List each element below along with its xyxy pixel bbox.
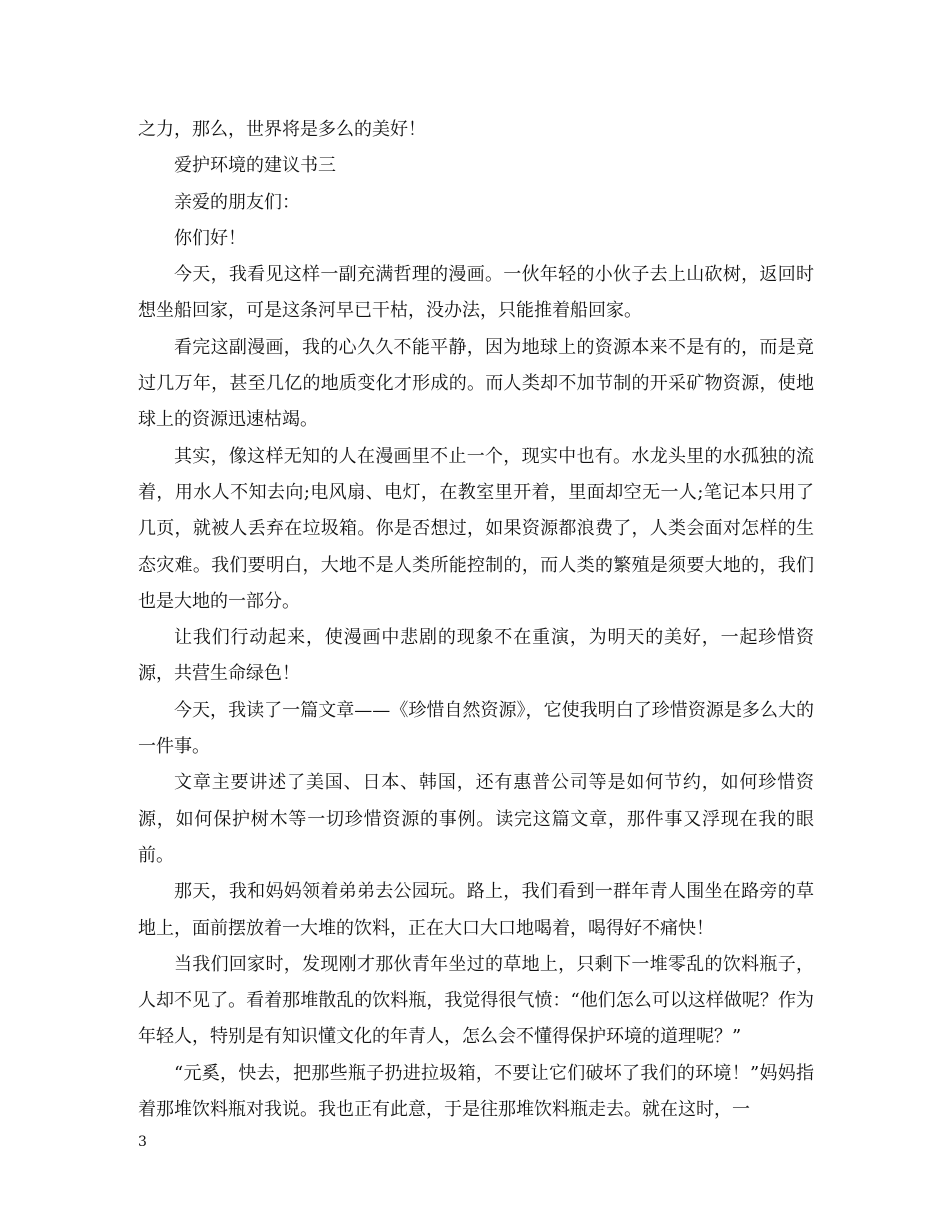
salutation: 亲爱的朋友们： (174, 191, 300, 213)
paragraph: 今天，我读了一篇文章——《珍惜自然资源》，它使我明白了珍惜资源是多么大的一件事。 (138, 699, 814, 758)
paragraph: 看完这副漫画，我的心久久不能平静，因为地球上的资源本来不是有的，而是竟过几万年，甚至几亿的地质变化才形成的。而人类却不加节制的开采矿物资源，使地球上的资源迅速枯竭。 (138, 336, 814, 431)
paragraph: “元奚，快去，把那些瓶子扔进拉圾箱，不要让它们破坏了我们的环境！”妈妈指着那堆饮料瓶对我说。我也正有此意，于是往那堆饮料瓶走去。就在这时，一 (138, 1062, 814, 1121)
greeting: 你们好！ (174, 227, 246, 249)
paragraph: 今天，我看见这样一副充满哲理的漫画。一伙年轻的小伙子去上山砍树，返回时想坐船回家，可是这条河早已干枯，没办法，只能推着船回家。 (138, 264, 814, 322)
page-number: 3 (138, 1134, 147, 1150)
paragraph: 那天，我和妈妈领着弟弟去公园玩。路上，我们看到一群年青人围坐在路旁的草地上，面前摆放着一大堆的饮料，正在大口大口地喝着，喝得好不痛快！ (138, 881, 814, 939)
paragraph: 文章主要讲述了美国、日本、韩国，还有惠普公司等是如何节约，如何珍惜资源，如何保护树木等一切珍惜资源的事例。读完这篇文章，那件事又浮现在我的眼前。 (138, 772, 814, 866)
paragraph-continuation: 之力，那么，世界将是多么的美好！ (138, 119, 426, 140)
document-body (138, 112, 814, 1128)
paragraph: 当我们回家时，发现刚才那伙青年坐过的草地上，只剩下一堆零乱的饮料瓶子，人却不见了。看着那堆散乱的饮料瓶，我觉得很气愤：“他们怎么可以这样做呢？作为年轻人，特别是有知识懂文化的年青人，怎么会不懂得保护环境的道理呢？” (138, 953, 814, 1048)
paragraph: 让我们行动起来，使漫画中悲剧的现象不在重演，为明天的美好，一起珍惜资源，共营生命绿色！ (138, 627, 814, 685)
section-title: 爱护环境的建议书三 (174, 155, 336, 177)
paragraph: 其实，像这样无知的人在漫画里不止一个，现实中也有。水龙头里的水孤独的流着，用水人不知去向;电风扇、电灯，在教室里开着，里面却空无一人;笔记本只用了几页，就被人丢弃在垃圾箱。你是否想过，如果资源都浪费了，人类会面对怎样的生态灾难。我们要明白，大地不是人类所能控制的，而人类的繁殖是须要大地的，我们也是大地的一部分。 (138, 445, 815, 612)
